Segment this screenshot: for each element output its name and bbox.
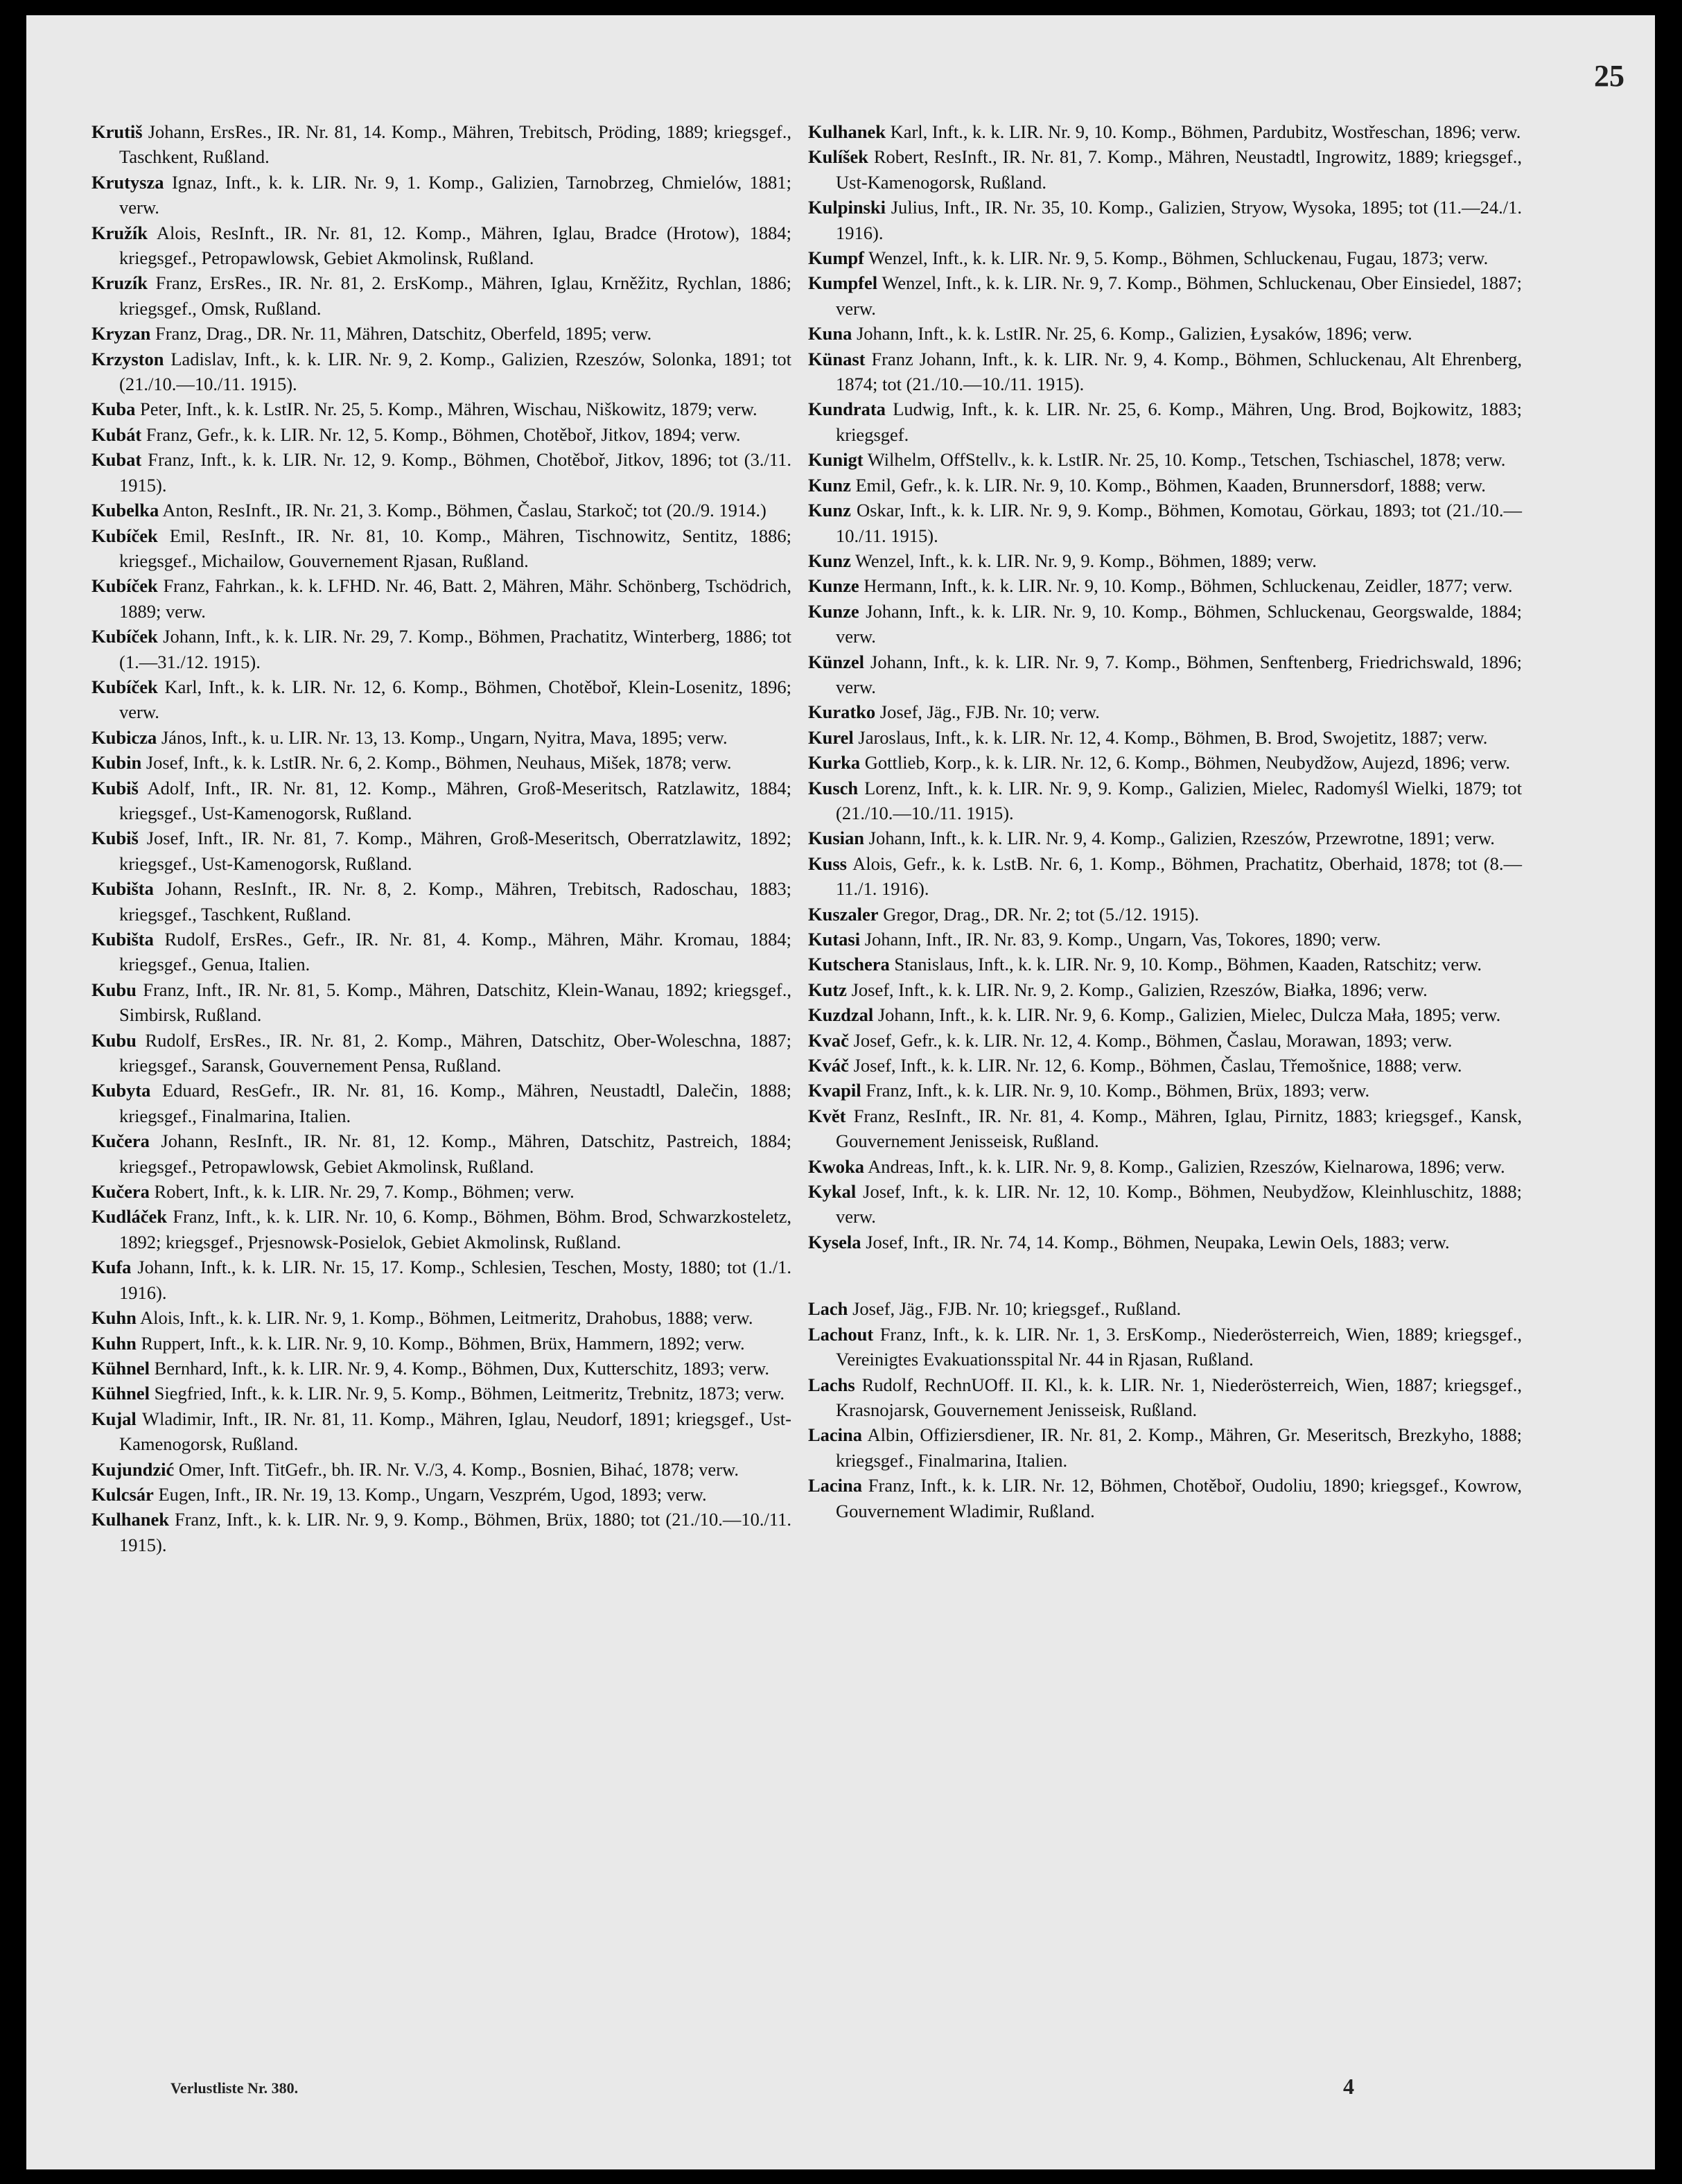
entry-details: Alois, Gefr., k. k. LstB. Nr. 6, 1. Komp., Böhmen, Prachatitz, Oberhaid, 1878; tot (8.—11./1. 1916). <box>836 853 1522 900</box>
casualty-entry <box>91 1204 791 1255</box>
casualty-entry <box>808 1103 1522 1154</box>
entry-surname: Kubicza <box>91 726 157 748</box>
entry-surname: Kubíček <box>91 626 158 647</box>
entry-details: Josef, Gefr., k. k. LIR. Nr. 12, 4. Komp., Böhmen, Časlau, Morawan, 1893; verw. <box>853 1029 1453 1051</box>
casualty-entry <box>91 1482 791 1507</box>
casualty-entry <box>808 1179 1522 1230</box>
casualty-entry <box>808 750 1522 775</box>
entry-surname: Květ <box>808 1105 846 1126</box>
entry-details: Franz, Inft., k. k. LIR. Nr. 9, 10. Komp., Böhmen, Brüx, 1893; verw. <box>866 1080 1370 1101</box>
entry-details: Anton, ResInft., IR. Nr. 21, 3. Komp., Böhmen, Časlau, Starkoč; tot (20./9. 1914.) <box>162 500 766 521</box>
entry-details: Franz, Inft., IR. Nr. 81, 5. Komp., Mähren, Datschitz, Klein-Wanau, 1892; kriegsgef., Simbirsk, Rußland. <box>119 979 791 1026</box>
entry-details: Ruppert, Inft., k. k. LIR. Nr. 9, 10. Komp., Böhmen, Brüx, Hammern, 1892; verw. <box>141 1332 745 1354</box>
casualty-entry <box>808 1322 1522 1372</box>
entry-details: Oskar, Inft., k. k. LIR. Nr. 9, 9. Komp., Böhmen, Komotau, Görkau, 1893; tot (21./10.—10./11. 1915). <box>836 500 1522 546</box>
casualty-entry <box>808 1422 1522 1473</box>
entry-details: Johann, Inft., k. k. LstIR. Nr. 25, 6. Komp., Galizien, Łysaków, 1896; verw. <box>856 323 1412 344</box>
entry-details: Josef, Inft., k. k. LIR. Nr. 9, 2. Komp., Galizien, Rzeszów, Białka, 1896; verw. <box>851 979 1428 1000</box>
entry-surname: Kružík <box>91 222 148 243</box>
entry-details: Alois, Inft., k. k. LIR. Nr. 9, 1. Komp., Böhmen, Leitmeritz, Drahobus, 1888; verw. <box>140 1307 753 1329</box>
entry-details: Franz, Inft., k. k. LIR. Nr. 12, 9. Komp., Böhmen, Chotěboř, Jitkov, 1896; tot (3./11. 1915). <box>119 449 791 496</box>
casualty-entry <box>91 977 791 1028</box>
entry-details: Adolf, Inft., IR. Nr. 81, 12. Komp., Mähren, Groß-Meseritsch, Ratzlawitz, 1884; kriegsgef., Ust-Kamenogorsk, Rußland. <box>119 777 792 823</box>
entry-surname: Kubišta <box>91 929 154 950</box>
casualty-entry <box>91 674 791 725</box>
entry-details: Johann, Inft., k. k. LIR. Nr. 9, 6. Komp., Galizien, Mielec, Dulcza Mała, 1895; verw. <box>877 1004 1501 1026</box>
casualty-entry <box>808 447 1522 472</box>
document-page <box>26 15 1655 2169</box>
entry-details: Johann, Inft., IR. Nr. 83, 9. Komp., Ungarn, Vas, Tokores, 1890; verw. <box>864 929 1381 950</box>
entry-surname: Kuba <box>91 399 136 420</box>
entry-surname: Kubin <box>91 752 142 774</box>
entry-details: Josef, Jäg., FJB. Nr. 10; verw. <box>879 701 1100 723</box>
casualty-entry <box>808 498 1522 548</box>
casualty-entry <box>808 1002 1522 1027</box>
entry-details: Franz, Inft., k. k. LIR. Nr. 10, 6. Komp., Böhmen, Böhm. Brod, Schwarzkosteletz, 1892; kriegsgef., Prjesnowsk-Posielok, Gebiet Akmolinsk, Rußland. <box>119 1206 792 1252</box>
casualty-entry <box>808 1053 1522 1078</box>
entry-details: Johann, Inft., k. k. LIR. Nr. 15, 17. Komp., Schlesien, Teschen, Mosty, 1880; tot (1./1. 1916). <box>119 1257 791 1303</box>
entry-details: Franz, ResInft., IR. Nr. 81, 4. Komp., Mähren, Iglau, Pirnitz, 1883; kriegsgef., Kansk, Gouvernement Jenisseisk, Rußland. <box>836 1105 1522 1152</box>
entry-surname: Kubiš <box>91 777 139 798</box>
entry-details: Siegfried, Inft., k. k. LIR. Nr. 9, 5. Komp., Böhmen, Leitmeritz, Trebnitz, 1873; verw. <box>154 1383 785 1404</box>
entry-surname: Kubelka <box>91 500 159 521</box>
entry-details: Franz, Inft., k. k. LIR. Nr. 12, Böhmen, Chotěboř, Oudoliu, 1890; kriegsgef., Kowrow, Gouvernement Wladimir, Rußland. <box>836 1475 1522 1521</box>
entry-details: Wladimir, Inft., IR. Nr. 81, 11. Komp., Mähren, Iglau, Neudorf, 1891; kriegsgef., Ust-Kamenogorsk, Rußland. <box>119 1408 791 1455</box>
casualty-entry <box>808 144 1522 195</box>
entry-details: Rudolf, RechnUOff. II. Kl., k. k. LIR. Nr. 1, Niederösterreich, Wien, 1887; kriegsgef., Krasnojarsk, Gouvernement Jenisseisk, Rußland. <box>836 1374 1522 1420</box>
entry-surname: Kuratko <box>808 701 876 723</box>
entry-surname: Kuszaler <box>808 903 879 925</box>
casualty-entry <box>808 952 1522 977</box>
entry-surname: Kutz <box>808 979 847 1000</box>
casualty-entry <box>91 1507 791 1557</box>
entry-surname: Kunz <box>808 474 851 496</box>
entry-surname: Kunz <box>808 500 851 521</box>
entry-surname: Kurel <box>808 726 854 748</box>
entry-surname: Kujundzić <box>91 1458 175 1480</box>
entry-details: Stanislaus, Inft., k. k. LIR. Nr. 9, 10. Komp., Böhmen, Kaaden, Ratschitz; verw. <box>894 954 1482 975</box>
entry-details: Franz, Inft., k. k. LIR. Nr. 1, 3. ErsKomp., Niederösterreich, Wien, 1889; kriegsgef., Vereinigtes Evakuationsspital Nr. 44 in Rjasan, Rußland. <box>836 1323 1522 1370</box>
entry-details: Josef, Inft., IR. Nr. 74, 14. Komp., Böhmen, Neupaka, Lewin Oels, 1883; verw. <box>866 1231 1450 1252</box>
casualty-entry <box>91 347 791 397</box>
entry-details: Johann, ErsRes., IR. Nr. 81, 14. Komp., Mähren, Trebitsch, Pröding, 1889; kriegsgef., Taschkent, Rußland. <box>119 121 791 168</box>
casualty-entry <box>91 1028 791 1078</box>
entry-details: Gottlieb, Korp., k. k. LIR. Nr. 12, 6. Komp., Böhmen, Neubydžow, Aujezd, 1896; verw. <box>864 752 1511 774</box>
casualty-entry <box>91 573 791 624</box>
casualty-entry <box>808 649 1522 700</box>
casualty-entry <box>808 1028 1522 1053</box>
entry-details: Robert, Inft., k. k. LIR. Nr. 29, 7. Komp., Böhmen; verw. <box>154 1181 575 1203</box>
casualty-entry <box>808 1372 1522 1423</box>
entry-surname: Kurka <box>808 752 861 774</box>
right-column <box>808 119 1522 1523</box>
casualty-entry <box>91 1356 791 1381</box>
entry-surname: Kuna <box>808 323 852 344</box>
entry-details: Franz, Gefr., k. k. LIR. Nr. 12, 5. Komp., Böhmen, Chotěboř, Jitkov, 1894; verw. <box>146 423 741 445</box>
casualty-entry <box>808 725 1522 750</box>
casualty-entry <box>91 498 791 523</box>
entry-surname: Künzel <box>808 651 864 672</box>
entry-details: Karl, Inft., k. k. LIR. Nr. 9, 10. Komp., Böhmen, Pardubitz, Wostřeschan, 1896; verw. <box>890 121 1521 142</box>
casualty-entry <box>91 422 791 447</box>
casualty-entry <box>808 321 1522 346</box>
entry-details: Wilhelm, OffStellv., k. k. LstIR. Nr. 25, 10. Komp., Tetschen, Tschiaschel, 1878; verw. <box>867 449 1506 471</box>
entry-surname: Kubíček <box>91 525 158 546</box>
casualty-entry <box>91 750 791 775</box>
casualty-entry <box>91 270 791 321</box>
casualty-entry <box>808 396 1522 447</box>
entry-details: Johann, Inft., k. k. LIR. Nr. 9, 10. Komp., Böhmen, Schluckenau, Georgswalde, 1884; verw. <box>836 600 1522 647</box>
entry-surname: Kubat <box>91 449 142 471</box>
entry-details: Franz, Inft., k. k. LIR. Nr. 9, 9. Komp., Böhmen, Brüx, 1880; tot (21./10.—10./11. 1915). <box>119 1509 791 1555</box>
entry-surname: Kubišta <box>91 878 154 900</box>
casualty-entry <box>808 573 1522 598</box>
entry-surname: Kufa <box>91 1257 132 1278</box>
entry-details: Franz, ErsRes., IR. Nr. 81, 2. ErsKomp., Mähren, Iglau, Krněžitz, Rychlan, 1886; kriegsgef., Omsk, Rußland. <box>119 272 792 319</box>
entry-details: Josef, Inft., k. k. LIR. Nr. 12, 10. Komp., Böhmen, Neubydžow, Kleinhluschitz, 1888; verw. <box>836 1181 1523 1228</box>
entry-details: Robert, ResInft., IR. Nr. 81, 7. Komp., Mähren, Neustadtl, Ingrowitz, 1889; kriegsgef., Ust-Kamenogorsk, Rußland. <box>836 146 1522 193</box>
entry-surname: Kvač <box>808 1029 849 1051</box>
casualty-entry <box>91 624 791 674</box>
casualty-entry <box>91 825 791 876</box>
entry-surname: Kutschera <box>808 954 890 975</box>
entry-details: Josef, Inft., k. k. LIR. Nr. 12, 6. Komp., Böhmen, Časlau, Třemošnice, 1888; verw. <box>853 1055 1462 1076</box>
entry-surname: Kulhanek <box>91 1509 169 1530</box>
casualty-entry <box>808 699 1522 724</box>
entry-surname: Kühnel <box>91 1383 150 1404</box>
casualty-entry <box>91 523 791 574</box>
entry-details: Franz, Fahrkan., k. k. LFHD. Nr. 46, Batt. 2, Mähren, Mähr. Schönberg, Tschödrich, 1889; verw. <box>119 575 792 622</box>
entry-details: Josef, Inft., k. k. LstIR. Nr. 6, 2. Komp., Böhmen, Neuhaus, Mišek, 1878; verw. <box>146 752 732 774</box>
entry-details: Peter, Inft., k. k. LstIR. Nr. 25, 5. Komp., Mähren, Wischau, Niškowitz, 1879; verw. <box>139 399 757 420</box>
casualty-entry <box>91 1406 791 1457</box>
entry-details: Julius, Inft., IR. Nr. 35, 10. Komp., Galizien, Stryow, Wysoka, 1895; tot (11.—24./1. 1916). <box>836 197 1523 243</box>
casualty-entry <box>91 725 791 750</box>
entry-surname: Kubu <box>91 1029 137 1051</box>
entry-surname: Kühnel <box>91 1357 150 1379</box>
casualty-entry <box>91 876 791 927</box>
entry-surname: Kuzdzal <box>808 1004 874 1026</box>
entry-surname: Lachs <box>808 1374 855 1395</box>
entry-surname: Kulíšek <box>808 146 868 168</box>
entry-surname: Kulhanek <box>808 121 886 142</box>
entry-details: Alois, ResInft., IR. Nr. 81, 12. Komp., Mähren, Iglau, Bradce (Hrotow), 1884; kriegsgef., Petropawlowsk, Gebiet Akmolinsk, Rußland. <box>119 222 791 269</box>
entry-details: Karl, Inft., k. k. LIR. Nr. 12, 6. Komp., Böhmen, Chotěboř, Klein-Losenitz, 1896; verw. <box>119 676 791 723</box>
entry-surname: Kujal <box>91 1408 137 1429</box>
entry-surname: Krzyston <box>91 348 164 369</box>
casualty-entry <box>91 1457 791 1482</box>
entry-details: Emil, ResInft., IR. Nr. 81, 10. Komp., Mähren, Tischnowitz, Sentitz, 1886; kriegsgef., Michailow, Gouvernement Rjasan, Rußland. <box>119 525 792 571</box>
entry-surname: Kunze <box>808 600 859 622</box>
casualty-entry <box>808 119 1522 144</box>
entry-details: Andreas, Inft., k. k. LIR. Nr. 9, 8. Komp., Galizien, Rzeszów, Kielnarowa, 1896; verw. <box>868 1155 1505 1177</box>
entry-details: Johann, Inft., k. k. LIR. Nr. 9, 4. Komp., Galizien, Rzeszów, Przewrotne, 1891; verw. <box>868 828 1495 849</box>
entry-details: Eugen, Inft., IR. Nr. 19, 13. Komp., Ungarn, Veszprém, Ugod, 1893; verw. <box>158 1483 707 1505</box>
casualty-entry <box>808 1154 1522 1179</box>
entry-details: Franz, Drag., DR. Nr. 11, Mähren, Datschitz, Oberfeld, 1895; verw. <box>155 323 652 344</box>
casualty-entry <box>808 245 1522 270</box>
entry-details: Eduard, ResGefr., IR. Nr. 81, 16. Komp., Mähren, Neustadtl, Dalečin, 1888; kriegsgef., Finalmarina, Italien. <box>119 1080 791 1126</box>
entry-surname: Kruzík <box>91 272 148 294</box>
casualty-entry <box>808 270 1522 321</box>
entry-details: János, Inft., k. u. LIR. Nr. 13, 13. Komp., Ungarn, Nyitra, Mava, 1895; verw. <box>161 726 728 748</box>
casualty-entry <box>91 170 791 220</box>
casualty-entry <box>808 599 1522 649</box>
entry-surname: Kučera <box>91 1181 150 1203</box>
entry-details: Ignaz, Inft., k. k. LIR. Nr. 9, 1. Komp., Galizien, Tarnobrzeg, Chmielów, 1881; verw. <box>119 171 792 218</box>
entry-surname: Lacina <box>808 1424 863 1446</box>
entry-details: Wenzel, Inft., k. k. LIR. Nr. 9, 5. Komp., Böhmen, Schluckenau, Fugau, 1873; verw. <box>868 247 1489 269</box>
entry-surname: Kunze <box>808 575 859 597</box>
entry-surname: Kysela <box>808 1231 861 1252</box>
entry-details: Emil, Gefr., k. k. LIR. Nr. 9, 10. Komp., Böhmen, Kaaden, Brunnersdorf, 1888; verw. <box>855 474 1486 496</box>
entry-surname: Kudláček <box>91 1206 167 1228</box>
entry-surname: Kunigt <box>808 449 864 471</box>
casualty-entry <box>808 851 1522 902</box>
casualty-entry <box>91 1381 791 1406</box>
entry-surname: Krutysza <box>91 171 164 193</box>
entry-surname: Kuhn <box>91 1332 137 1354</box>
entry-details: Bernhard, Inft., k. k. LIR. Nr. 9, 4. Komp., Böhmen, Dux, Kutterschitz, 1893; verw. <box>154 1357 769 1379</box>
casualty-entry <box>91 1305 791 1330</box>
entry-surname: Kubíček <box>91 676 158 697</box>
entry-surname: Kryzan <box>91 323 151 344</box>
footer-signature-number: 4 <box>1343 2074 1354 2099</box>
entry-details: Omer, Inft. TitGefr., bh. IR. Nr. V./3, 4. Komp., Bosnien, Bihać, 1878; verw. <box>178 1458 739 1480</box>
entry-surname: Kumpf <box>808 247 864 269</box>
casualty-entry <box>808 1078 1522 1103</box>
entry-surname: Krutiš <box>91 121 143 142</box>
footer-list-number: Verlustliste Nr. 380. <box>170 2079 299 2097</box>
entry-details: Rudolf, ErsRes., IR. Nr. 81, 2. Komp., Mähren, Datschitz, Ober-Woleschna, 1887; kriegsgef., Saransk, Gouvernement Pensa, Rußland. <box>119 1029 792 1076</box>
casualty-entry <box>808 927 1522 952</box>
entry-surname: Kubyta <box>91 1080 151 1101</box>
casualty-entry <box>91 776 791 826</box>
entry-surname: Kuss <box>808 853 847 874</box>
entry-details: Josef, Inft., IR. Nr. 81, 7. Komp., Mähren, Groß-Meseritsch, Oberratzlawitz, 1892; kriegsgef., Ust-Kamenogorsk, Rußland. <box>119 828 792 874</box>
entry-details: Gregor, Drag., DR. Nr. 2; tot (5./12. 1915). <box>883 903 1200 925</box>
entry-surname: Kusch <box>808 777 859 798</box>
casualty-entry <box>91 927 791 977</box>
entry-details: Ludwig, Inft., k. k. LIR. Nr. 25, 6. Komp., Mähren, Ung. Brod, Bojkowitz, 1883; kriegsgef. <box>836 399 1522 445</box>
entry-details: Johann, ResInft., IR. Nr. 8, 2. Komp., Mähren, Trebitsch, Radoschau, 1883; kriegsgef., Taschkent, Rußland. <box>119 878 791 925</box>
casualty-entry <box>808 548 1522 573</box>
casualty-entry <box>808 1296 1522 1321</box>
entry-details: Johann, Inft., k. k. LIR. Nr. 9, 7. Komp., Böhmen, Senftenberg, Friedrichswald, 1896; verw. <box>836 651 1522 697</box>
entry-surname: Kusian <box>808 828 865 849</box>
entry-surname: Kutasi <box>808 929 861 950</box>
entry-surname: Kykal <box>808 1181 857 1203</box>
entry-surname: Kváč <box>808 1055 849 1076</box>
section-gap <box>808 1255 1522 1296</box>
casualty-entry <box>808 195 1522 245</box>
entry-details: Josef, Jäg., FJB. Nr. 10; kriegsgef., Rußland. <box>852 1298 1182 1320</box>
entry-details: Wenzel, Inft., k. k. LIR. Nr. 9, 9. Komp., Böhmen, 1889; verw. <box>855 550 1317 571</box>
casualty-entry <box>91 1078 791 1128</box>
entry-surname: Kubiš <box>91 828 139 849</box>
casualty-entry <box>808 1473 1522 1523</box>
casualty-entry <box>91 1179 791 1204</box>
entry-surname: Kulcsár <box>91 1483 154 1505</box>
casualty-entry <box>91 1331 791 1356</box>
entry-surname: Künast <box>808 348 866 369</box>
entry-surname: Kunz <box>808 550 851 571</box>
casualty-entry <box>808 902 1522 927</box>
casualty-entry <box>808 1230 1522 1255</box>
entry-details: Johann, Inft., k. k. LIR. Nr. 29, 7. Komp., Böhmen, Prachatitz, Winterberg, 1886; tot (1.—31./12. 1915). <box>119 626 791 672</box>
casualty-entry <box>808 347 1522 397</box>
entry-surname: Kundrata <box>808 399 886 420</box>
entry-details: Hermann, Inft., k. k. LIR. Nr. 9, 10. Komp., Böhmen, Schluckenau, Zeidler, 1877; verw. <box>864 575 1513 597</box>
casualty-entry <box>91 220 791 271</box>
casualty-entry <box>91 1128 791 1179</box>
casualty-entry <box>91 119 791 170</box>
casualty-entry <box>91 447 791 498</box>
entry-details: Ladislav, Inft., k. k. LIR. Nr. 9, 2. Komp., Galizien, Rzeszów, Solonka, 1891; tot (21./10.—10./11. 1915). <box>119 348 791 395</box>
entry-surname: Kubu <box>91 979 137 1000</box>
entry-surname: Lach <box>808 1298 848 1320</box>
entry-surname: Kubíček <box>91 575 158 597</box>
entry-surname: Kulpinski <box>808 197 886 218</box>
entry-surname: Kvapil <box>808 1080 861 1101</box>
entry-surname: Lachout <box>808 1323 874 1345</box>
entry-surname: Kuhn <box>91 1307 137 1329</box>
casualty-entry <box>91 396 791 421</box>
entry-surname: Kubát <box>91 423 142 445</box>
casualty-entry <box>91 321 791 346</box>
entry-details: Johann, ResInft., IR. Nr. 81, 12. Komp., Mähren, Datschitz, Pastreich, 1884; kriegsgef., Petropawlowsk, Gebiet Akmolinsk, Rußland. <box>119 1130 791 1177</box>
casualty-entry <box>808 825 1522 850</box>
entry-details: Rudolf, ErsRes., Gefr., IR. Nr. 81, 4. Komp., Mähren, Mähr. Kromau, 1884; kriegsgef., Genua, Italien. <box>119 929 791 975</box>
casualty-entry <box>808 977 1522 1002</box>
entry-details: Lorenz, Inft., k. k. LIR. Nr. 9, 9. Komp., Galizien, Mielec, Radomyśl Wielki, 1879; tot (21./10.—10./11. 1915). <box>836 777 1523 823</box>
entry-details: Albin, Offiziersdiener, IR. Nr. 81, 2. Komp., Mähren, Gr. Meseritsch, Brezkyho, 1888; kriegsgef., Finalmarina, Italien. <box>836 1424 1522 1471</box>
entry-surname: Lacina <box>808 1475 863 1496</box>
entry-details: Wenzel, Inft., k. k. LIR. Nr. 9, 7. Komp., Böhmen, Schluckenau, Ober Einsiedel, 1887; verw. <box>836 272 1522 319</box>
casualty-entry <box>808 776 1522 826</box>
casualty-entry <box>808 473 1522 498</box>
left-column <box>91 119 791 1557</box>
entry-surname: Kučera <box>91 1130 150 1152</box>
casualty-entry <box>91 1255 791 1305</box>
entry-details: Jaroslaus, Inft., k. k. LIR. Nr. 12, 4. Komp., Böhmen, B. Brod, Swojetitz, 1887; verw. <box>858 726 1488 748</box>
entry-details: Franz Johann, Inft., k. k. LIR. Nr. 9, 4. Komp., Böhmen, Schluckenau, Alt Ehrenberg, 1874; tot (21./10.—10./11. 1915). <box>836 348 1523 395</box>
entry-surname: Kwoka <box>808 1155 864 1177</box>
entry-surname: Kumpfel <box>808 272 878 294</box>
page-number: 25 <box>1594 59 1624 93</box>
